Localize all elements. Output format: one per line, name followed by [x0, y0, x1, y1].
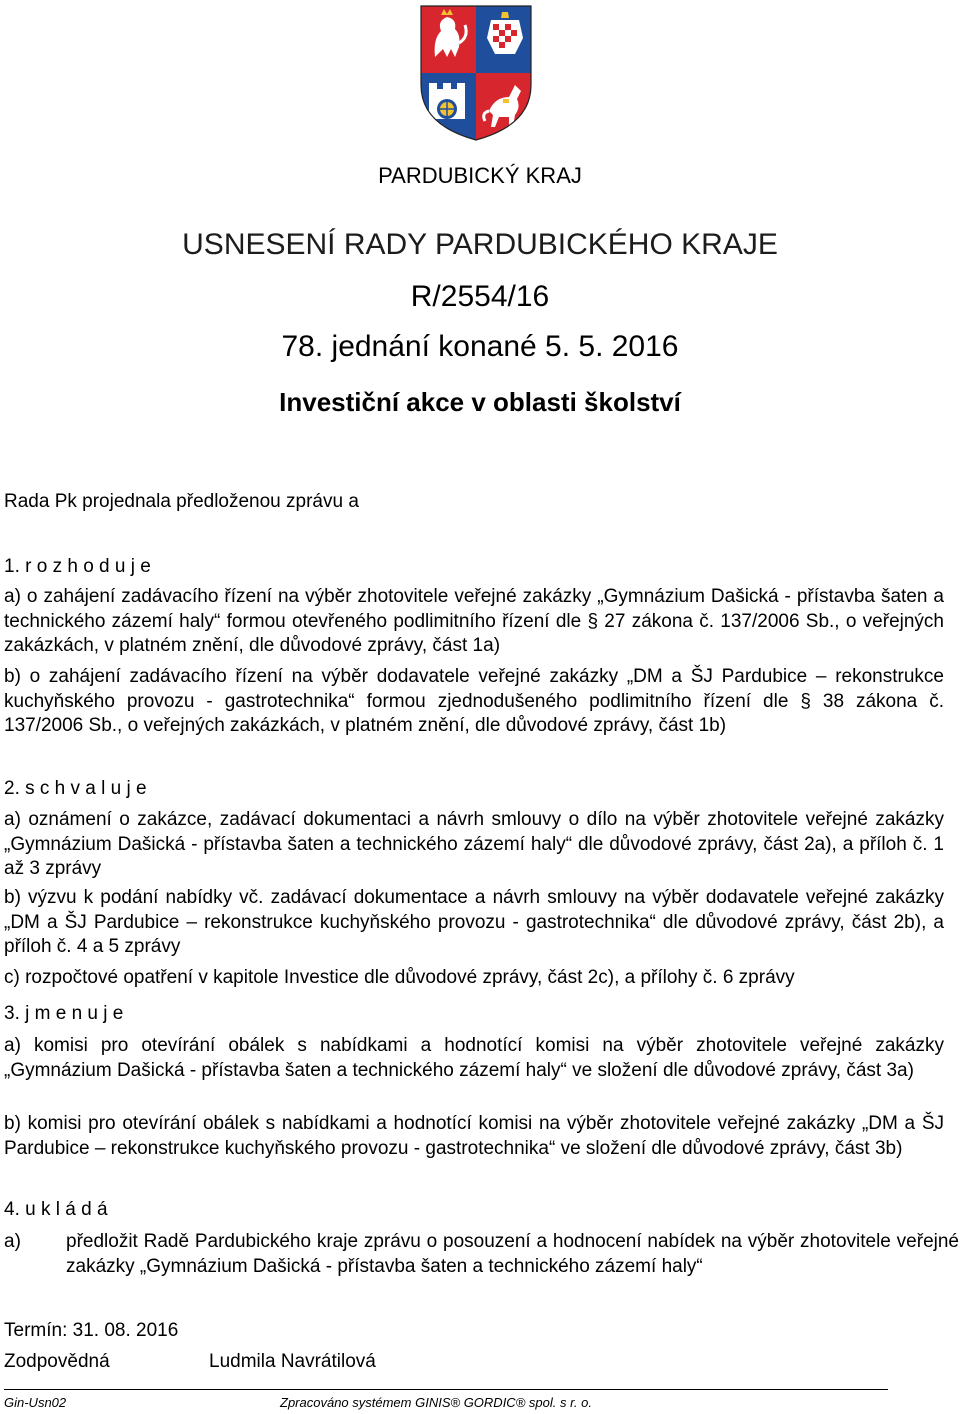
deadline: Termín: 31. 08. 2016	[4, 1320, 179, 1341]
section-item: a) oznámení o zakázce, zadávací dokumentaci a návrh smlouvy o dílo na výběr zhotovitele veřejné zakázky „Gymnázium Dašická - přístavba šaten a technického zázemí haly“ dle důvodové zprávy, část 2a), a příloh č. 1 až 3 zprávy	[4, 809, 944, 879]
section-item: b) komisi pro otevírání obálek s nabídkami a hodnotící komisi na výběr zhotovitele veřejné zakázky „DM a ŠJ Pardubice – rekonstrukce kuchyňského provozu - gastrotechnika“ ve složení dle důvodové zprávy, část 3b)	[4, 1113, 944, 1159]
coat-of-arms-emblem	[418, 3, 534, 143]
section-item: a) o zahájení zadávacího řízení na výběr zhotovitele veřejné zakázky „Gymnázium Dašická - přístavba šaten a technického zázemí haly“ formou otevřeného podlimitního řízení dle § 27 zákona č. 137/2006 Sb., o veřejných zakázkách, v platném znění, dle důvodové zprávy, část 1a)	[4, 586, 944, 656]
resolution-subject: Investiční akce v oblasti školství	[279, 387, 681, 417]
section-heading: 1. r o z h o d u j e	[4, 556, 151, 577]
footer-form-code: Gin-Usn02	[4, 1395, 67, 1410]
item-label: a)	[4, 1231, 21, 1252]
footer-system-note: Zpracováno systémem GINIS® GORDIC® spol. s r. o.	[280, 1395, 592, 1410]
intro-text: Rada Pk projednala předloženou zprávu a	[4, 491, 359, 512]
responsible-name: Ludmila Navrátilová	[209, 1351, 376, 1372]
section-item: b) výzvu k podání nabídky vč. zadávací dokumentace a návrh smlouvy na výběr dodavatele veřejné zakázky „DM a ŠJ Pardubice – rekonstrukce kuchyňského provozu - gastrotechnika“ dle důvodové zprávy, část 2b), a příloh č. 4 a 5 zprávy	[4, 887, 944, 957]
organization-name: PARDUBICKÝ KRAJ	[378, 163, 582, 188]
section-item: b) o zahájení zadávacího řízení na výběr dodavatele veřejné zakázky „DM a ŠJ Pardubice – rekonstrukce kuchyňského provozu - gastrotechnika“ formou zjednodušeného podlimitního řízení dle § 38 zákona č. 137/2006 Sb., o veřejných zakázkách, v platném znění, dle důvodové zprávy, část 1b)	[4, 666, 944, 736]
section-heading: 2. s c h v a l u j e	[4, 778, 147, 799]
document-title: USNESENÍ RADY PARDUBICKÉHO KRAJE	[182, 228, 778, 261]
item-text: předložit Radě Pardubického kraje zprávu o posouzení a hodnocení nabídek na výběr zhotovitele veřejné zakázky „Gymnázium Dašická - přístavba šaten a technického zázemí haly“	[66, 1231, 959, 1277]
resolution-number: R/2554/16	[410, 280, 550, 313]
section-heading: 3. j m e n u j e	[4, 1003, 124, 1024]
section-item: a) komisi pro otevírání obálek s nabídkami a hodnotící komisi na výběr zhotovitele veřejné zakázky „Gymnázium Dašická - přístavba šaten a technického zázemí haly“ ve složení dle důvodové zprávy, část 3a)	[4, 1035, 944, 1081]
responsible-label: Zodpovědná	[4, 1351, 110, 1372]
section-item: c) rozpočtové opatření v kapitole Investice dle důvodové zprávy, část 2c), a přílohy č. 6 zprávy	[4, 967, 795, 988]
meeting-info: 78. jednání konané 5. 5. 2016	[281, 330, 679, 363]
footer-divider	[4, 1389, 888, 1390]
section-heading: 4. u k l á d á	[4, 1199, 108, 1220]
